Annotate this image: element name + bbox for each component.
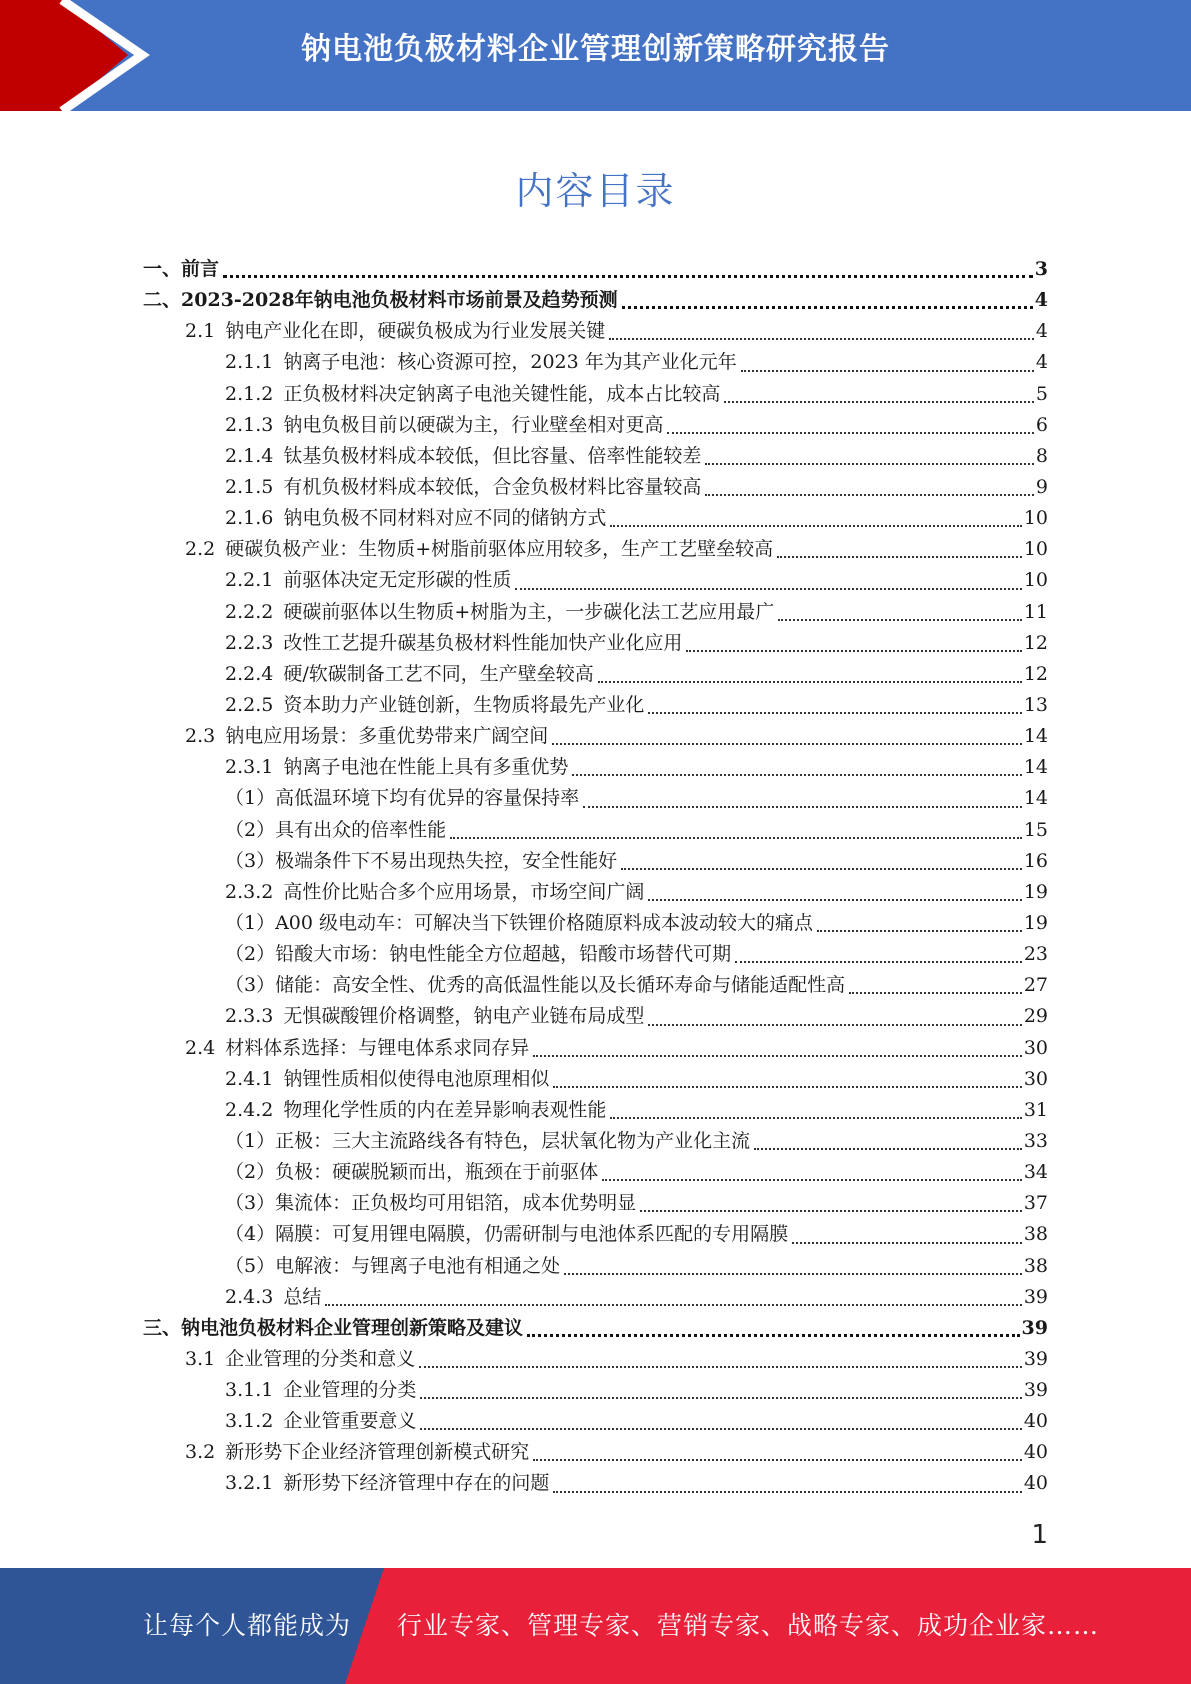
toc-entry[interactable] (143, 815, 1048, 846)
toc-entry-number: 2.1.3 (225, 413, 274, 436)
toc-dot-leader (515, 588, 1021, 590)
toc-entry[interactable] (143, 783, 1048, 814)
toc-entry-title: 无惧碳酸锂价格调整，钠电产业链布局成型 (283, 1005, 645, 1028)
toc-entry[interactable] (143, 1219, 1048, 1250)
toc-entry-number: 一、 (143, 258, 182, 280)
toc-dot-leader (777, 556, 1022, 558)
toc-entry-title: 钠离子电池：核心资源可控，2023 年为其产业化元年 (283, 351, 737, 374)
toc-dot-leader (420, 1428, 1021, 1430)
toc-dot-leader (724, 401, 1034, 403)
toc-entry-title: 钛基负极材料成本较低，但比容量、倍率性能较差 (283, 444, 702, 467)
toc-entry[interactable] (143, 1251, 1048, 1282)
toc-entry-number: 2.1.6 (225, 507, 274, 530)
toc-dot-leader (533, 1055, 1022, 1057)
toc-entry-title: 钠电负极目前以硬碳为主，行业壁垒相对更高 (283, 413, 664, 436)
toc-entry-title: 钠电负极不同材料对应不同的储钠方式 (283, 507, 607, 530)
toc-entry[interactable] (143, 1157, 1048, 1188)
toc-entry[interactable] (143, 846, 1048, 877)
toc-dot-leader (533, 1459, 1022, 1461)
toc-entry-page: 12 (1023, 631, 1048, 654)
toc-entry-page: 10 (1023, 507, 1048, 530)
toc-entry-page: 19 (1023, 911, 1048, 934)
toc-entry[interactable] (143, 1033, 1048, 1064)
toc-entry[interactable] (143, 690, 1048, 721)
toc-entry-title: 前言 (181, 258, 220, 280)
toc-dot-leader (419, 1366, 1022, 1368)
toc-entry-page: 8 (1035, 444, 1048, 467)
toc-entry-title: 有机负极材料成本较低，合金负极材料比容量较高 (283, 475, 702, 498)
toc-entry-page: 29 (1023, 1005, 1048, 1028)
toc-entry-title: 高性价比贴合多个应用场景，市场空间广阔 (283, 880, 645, 903)
toc-dot-leader (602, 1179, 1022, 1181)
toc-entry[interactable] (143, 379, 1048, 410)
toc-dot-leader (223, 275, 1033, 278)
toc-entry-title: 企业管理的分类 (283, 1379, 417, 1402)
toc-entry-title: 新形势下经济管理中存在的问题 (283, 1472, 550, 1495)
toc-entry[interactable] (143, 1126, 1048, 1157)
toc-entry-title: 资本助力产业链创新，生物质将最先产业化 (283, 693, 645, 716)
toc-entry[interactable] (143, 254, 1048, 285)
toc-entry[interactable] (143, 441, 1048, 472)
toc-entry-title: 硬/软碳制备工艺不同，生产壁垒较高 (283, 662, 594, 685)
toc-entry-page: 33 (1023, 1129, 1048, 1152)
toc-entry[interactable] (143, 1313, 1048, 1344)
toc-entry[interactable] (143, 565, 1048, 596)
toc-entry-number: 2.1.1 (225, 351, 274, 374)
toc-entry[interactable] (143, 597, 1048, 628)
page-footer (0, 1568, 1191, 1684)
toc-entry[interactable] (143, 285, 1048, 316)
toc-entry-page: 30 (1023, 1067, 1048, 1090)
toc-entry[interactable] (143, 659, 1048, 690)
toc-entry-page: 14 (1023, 756, 1048, 779)
toc-entry-title: 前驱体决定无定形碳的性质 (283, 569, 512, 592)
toc-entry-page: 11 (1023, 600, 1048, 623)
toc-entry-title: 改性工艺提升碳基负极材料性能加快产业化应用 (283, 631, 683, 654)
toc-dot-leader (583, 806, 1022, 808)
toc-dot-leader (553, 1491, 1021, 1493)
toc-entry-title: （2）负极：硬碳脱颖而出，瓶颈在于前驱体 (225, 1161, 599, 1184)
toc-dot-leader (564, 1273, 1022, 1275)
toc-entry-title: 企业管重要意义 (283, 1410, 417, 1433)
toc-entry[interactable] (143, 970, 1048, 1001)
toc-entry-number: 2.2.3 (225, 631, 274, 654)
toc-entry[interactable] (143, 1095, 1048, 1126)
toc-dot-leader (598, 681, 1022, 683)
toc-entry-page: 31 (1023, 1098, 1048, 1121)
toc-entry-title: （3）集流体：正负极均可用铝箔，成本优势明显 (225, 1192, 637, 1215)
toc-entry-title: （1）高低温环境下均有优异的容量保持率 (225, 787, 580, 810)
toc-entry-page: 40 (1023, 1472, 1048, 1495)
toc-entry-title: 硬碳负极产业：生物质+树脂前驱体应用较多，生产工艺壁垒较高 (225, 538, 774, 561)
toc-entry-number: 3.2.1 (225, 1472, 274, 1495)
toc-entry-page: 39 (1023, 1379, 1048, 1402)
toc-entry[interactable] (143, 1188, 1048, 1219)
toc-entry-title: （3）储能：高安全性、优秀的高低温性能以及长循环寿命与储能适配性高 (225, 974, 846, 997)
toc-dot-leader (610, 1117, 1021, 1119)
toc-entry-number: 3.2 (185, 1441, 216, 1464)
toc-entry-title: （4）隔膜：可复用锂电隔膜，仍需研制与电池体系匹配的专用隔膜 (225, 1223, 789, 1246)
page-number: 1 (1031, 1520, 1048, 1550)
toc-entry[interactable] (143, 1001, 1048, 1032)
toc-entry-title: （2）具有出众的倍率性能 (225, 818, 447, 841)
toc-entry-number: 二、 (143, 289, 182, 312)
toc-entry-page: 4 (1035, 351, 1048, 374)
toc-dot-leader (450, 837, 1022, 839)
toc-entry-page: 38 (1023, 1254, 1048, 1277)
toc-entry-title: （3）极端条件下不易出现热失控，安全性能好 (225, 849, 618, 872)
toc-dot-leader (735, 961, 1022, 963)
toc-dot-leader (648, 899, 1021, 901)
toc-entry-page: 34 (1023, 1161, 1048, 1184)
header-title: 钠电池负极材料企业管理创新策略研究报告 (301, 32, 890, 67)
toc-entry-number: 2.2.4 (225, 662, 274, 685)
toc-entry-title: 钠离子电池在性能上具有多重优势 (283, 756, 569, 779)
toc-entry-page: 9 (1035, 475, 1048, 498)
toc-entry-number: 2.2 (185, 538, 216, 561)
toc-dot-leader (686, 650, 1021, 652)
toc-entry-number: 2.4 (185, 1036, 216, 1059)
toc-dot-leader (648, 1024, 1021, 1026)
toc-entry[interactable] (143, 908, 1048, 939)
toc-entry-page: 40 (1023, 1410, 1048, 1433)
toc-entry-page: 19 (1023, 880, 1048, 903)
toc-entry-page: 23 (1023, 943, 1048, 966)
toc-entry[interactable] (143, 1282, 1048, 1313)
toc-dot-leader (610, 525, 1021, 527)
toc-entry[interactable] (143, 503, 1048, 534)
toc-entry-number: 2.4.3 (225, 1285, 274, 1308)
toc-entry-page: 4 (1034, 289, 1048, 312)
toc-entry-page: 6 (1035, 413, 1048, 436)
toc-entry[interactable] (143, 472, 1048, 503)
toc-entry-number: 2.2.5 (225, 693, 274, 716)
toc-dot-leader (527, 1334, 1020, 1337)
toc-entry-number: 3.1.2 (225, 1410, 274, 1433)
toc-entry-number: 2.3.2 (225, 880, 274, 903)
toc-entry-title: 硬碳前驱体以生物质+树脂为主，一步碳化法工艺应用最广 (283, 600, 775, 623)
toc-entry-title: 材料体系选择：与锂电体系求同存异 (225, 1036, 530, 1059)
toc-entry-number: 2.3 (185, 725, 216, 748)
toc-entry-number: 2.1.2 (225, 382, 274, 405)
toc-entry-page: 37 (1023, 1192, 1048, 1215)
toc-entry-number: 2.4.2 (225, 1098, 274, 1121)
toc-entry[interactable] (143, 939, 1048, 970)
toc-entry-page: 15 (1023, 818, 1048, 841)
toc-entry-page: 40 (1023, 1441, 1048, 1464)
toc-entry-title: 2023-2028年钠电池负极材料市场前景及趋势预测 (181, 289, 618, 312)
toc-entry-title: （5）电解液：与锂离子电池有相通之处 (225, 1254, 561, 1277)
toc-entry[interactable] (143, 877, 1048, 908)
toc-entry-page: 3 (1034, 258, 1048, 280)
toc-dot-leader (622, 306, 1033, 309)
toc-entry[interactable] (143, 752, 1048, 783)
toc-entry-page: 39 (1023, 1285, 1048, 1308)
toc-entry-number: 2.4.1 (225, 1067, 274, 1090)
toc-entry[interactable] (143, 534, 1048, 565)
toc-entry-number: 2.1.5 (225, 475, 274, 498)
toc-entry-title: 正负极材料决定钠离子电池关键性能，成本占比较高 (283, 382, 721, 405)
toc-entry-page: 4 (1035, 320, 1048, 343)
toc-dot-leader (640, 1210, 1022, 1212)
toc-entry-page: 16 (1023, 849, 1048, 872)
toc-entry-page: 12 (1023, 662, 1048, 685)
toc-entry-number: 2.2.2 (225, 600, 274, 623)
toc-dot-leader (621, 868, 1022, 870)
toc-entry-page: 38 (1023, 1223, 1048, 1246)
toc-entry-title: 企业管理的分类和意义 (225, 1347, 416, 1370)
toc-entry-page: 13 (1023, 693, 1048, 716)
toc-entry-number: 2.1 (185, 320, 216, 343)
toc-entry[interactable] (143, 1468, 1048, 1499)
toc-entry[interactable] (143, 1437, 1048, 1468)
footer-slogan-left: 让每个人都能成为 (143, 1611, 352, 1640)
toc-entry-page: 30 (1023, 1036, 1048, 1059)
toc-entry-title: 物理化学性质的内在差异影响表观性能 (283, 1098, 607, 1121)
toc-entry[interactable] (143, 628, 1048, 659)
toc-entry-title: 总结 (283, 1285, 322, 1308)
toc-entry-number: 3.1.1 (225, 1379, 274, 1402)
toc-entry-page: 5 (1035, 382, 1048, 405)
toc-dot-leader (553, 1086, 1021, 1088)
toc-entry-title: 钠电产业化在即，硬碳负极成为行业发展关键 (225, 320, 606, 343)
toc-entry-number: 3.1 (185, 1347, 216, 1370)
toc-entry[interactable] (143, 347, 1048, 378)
toc-entry-number: 三、 (143, 1316, 182, 1339)
toc-entry[interactable] (143, 721, 1048, 752)
toc-dot-leader (325, 1304, 1021, 1306)
toc-entry-number: 2.2.1 (225, 569, 274, 592)
toc-dot-leader (648, 712, 1021, 714)
toc-entry[interactable] (143, 1406, 1048, 1437)
toc-entry-page: 10 (1023, 538, 1048, 561)
toc-entry[interactable] (143, 410, 1048, 441)
toc-entry[interactable] (143, 316, 1048, 347)
toc-entry-title: （1）正极：三大主流路线各有特色，层状氧化物为产业化主流 (225, 1129, 751, 1152)
toc-entry[interactable] (143, 1375, 1048, 1406)
toc-entry-number: 2.1.4 (225, 444, 274, 467)
toc-entry-title: 新形势下企业经济管理创新模式研究 (225, 1441, 530, 1464)
toc-dot-leader (792, 1242, 1022, 1244)
toc-dot-leader (741, 370, 1034, 372)
footer-slogan-right: 行业专家、管理专家、营销专家、战略专家、成功企业家…… (397, 1611, 1100, 1640)
toc-dot-leader (420, 1397, 1021, 1399)
toc-entry-title: 钠锂性质相似使得电池原理相似 (283, 1067, 550, 1090)
toc-entry-number: 2.3.3 (225, 1005, 274, 1028)
toc-dot-leader (572, 774, 1021, 776)
toc-dot-leader (705, 463, 1034, 465)
toc-entry-page: 39 (1023, 1347, 1048, 1370)
page-header (0, 0, 1191, 111)
toc-entry[interactable] (143, 1344, 1048, 1375)
toc-dot-leader (705, 494, 1034, 496)
toc-dot-leader (849, 992, 1022, 994)
toc-dot-leader (778, 619, 1022, 621)
toc-entry-title: （1）A00 级电动车：可解决当下铁锂价格随原料成本波动较大的痛点 (225, 911, 814, 934)
toc-entry[interactable] (143, 1064, 1048, 1095)
toc-entry-number: 2.3.1 (225, 756, 274, 779)
toc-dot-leader (552, 743, 1022, 745)
toc-entry-title: 钠电池负极材料企业管理创新策略及建议 (181, 1316, 524, 1339)
toc-entry-page: 39 (1021, 1316, 1048, 1339)
toc-entry-title: 钠电应用场景：多重优势带来广阔空间 (225, 725, 549, 748)
toc-dot-leader (817, 930, 1022, 932)
toc-entry-title: （2）铅酸大市场：钠电性能全方位超越，铅酸市场替代可期 (225, 943, 732, 966)
toc-entry-page: 14 (1023, 787, 1048, 810)
toc-dot-leader (609, 338, 1034, 340)
toc-entry-page: 27 (1023, 974, 1048, 997)
toc-dot-leader (754, 1148, 1022, 1150)
table-of-contents (143, 254, 1048, 1500)
toc-entry-page: 10 (1023, 569, 1048, 592)
document-title: 内容目录 (515, 169, 676, 213)
toc-dot-leader (667, 432, 1034, 434)
toc-entry-page: 14 (1023, 725, 1048, 748)
